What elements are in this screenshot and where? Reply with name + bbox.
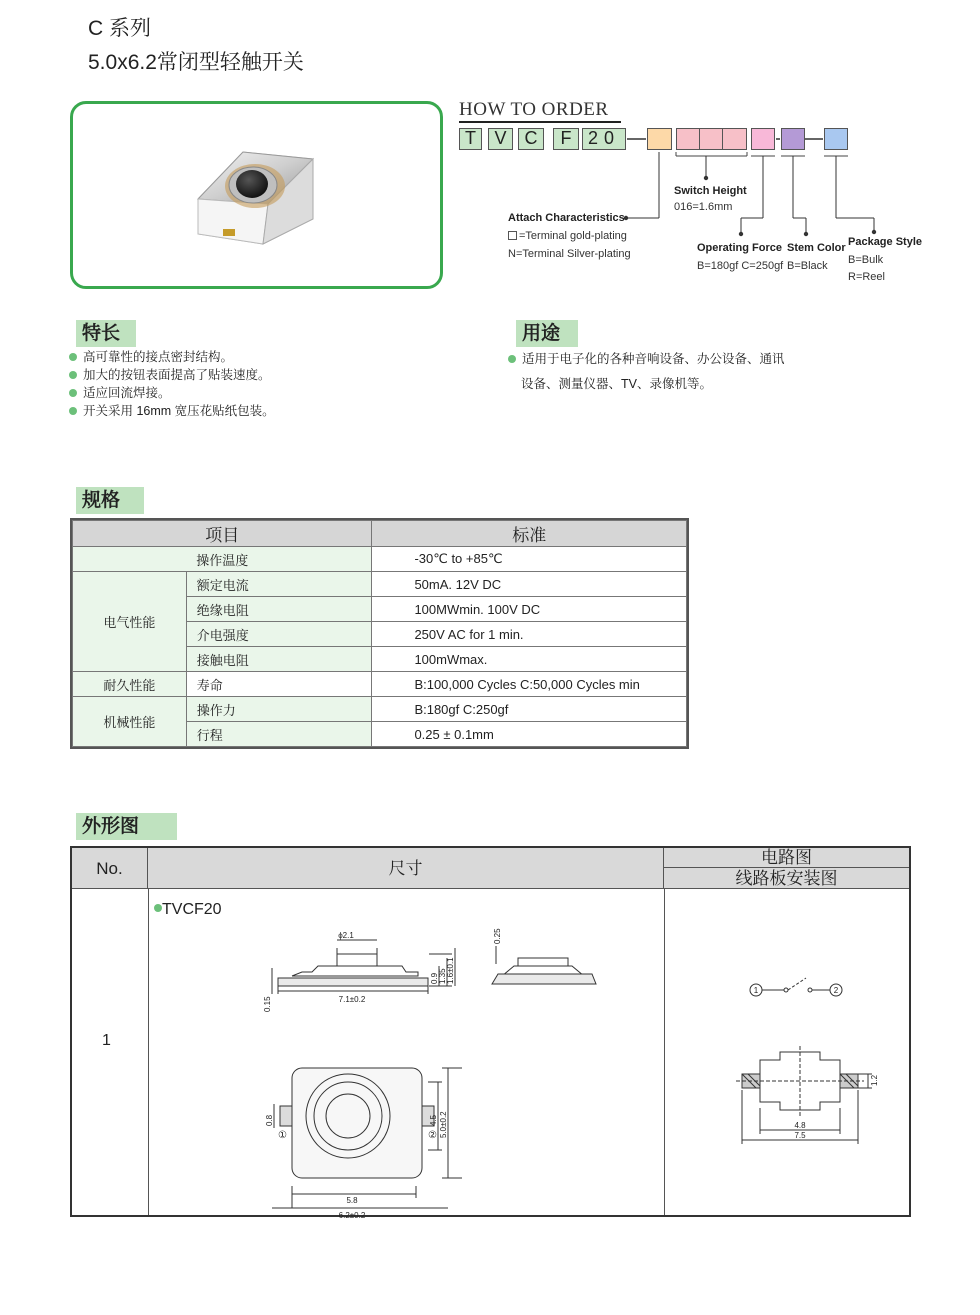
dim-text: 5.0±0.2 — [439, 1111, 448, 1138]
spec-label: 绝缘电阻 — [186, 597, 372, 622]
spec-value: 250V AC for 1 min. — [372, 622, 687, 647]
spec-value: 100mWmax. — [372, 647, 687, 672]
outline-col-pcb: 线路板安装图 — [664, 868, 909, 889]
specs-tag: 规格 — [76, 487, 144, 514]
dim-text: ϕ2.1 — [338, 931, 354, 940]
package-style-bulk: B=Bulk — [848, 254, 884, 266]
spec-label: 额定电流 — [186, 572, 372, 597]
column-divider — [664, 889, 665, 1215]
package-style-reel: R=Reel — [848, 271, 885, 283]
feature-item: 高可靠性的接点密封结构。 — [69, 348, 275, 366]
pcb-dim: 1.2 — [870, 1074, 879, 1086]
attach-silver: N=Terminal Silver-plating — [508, 248, 631, 260]
spec-col-item: 项目 — [73, 521, 372, 547]
code-t: T — [459, 128, 482, 150]
feature-item: 开关采用 16mm 宽压花贴纸包装。 — [69, 402, 275, 420]
spec-table-frame — [70, 518, 689, 749]
dim-text: 6.2±0.2 — [338, 1211, 366, 1220]
product-title: 5.0x6.2常闭型轻触开关 — [88, 51, 304, 74]
table-row — [73, 572, 687, 597]
dim-text: 7.1±0.2 — [338, 995, 366, 1004]
operating-force-value: B=180gf C=250gf — [697, 260, 784, 272]
feature-item: 加大的按钮表面提高了贴装速度。 — [69, 366, 275, 384]
dim-text: 0.9 — [430, 972, 439, 984]
empty-checkbox-icon — [508, 231, 517, 240]
circuit-pin-1: 1 — [753, 986, 759, 995]
spec-value: 0.25 ± 0.1mm — [372, 722, 687, 747]
code-20: 20 — [582, 128, 626, 150]
application-line-2: 设备、测量仪器、TV、录像机等。 — [521, 377, 712, 391]
pin-2-label: ② — [428, 1130, 437, 1141]
column-divider — [148, 889, 149, 1215]
outline-col-circuit: 电路图 — [664, 848, 909, 868]
package-style-heading: Package Style — [848, 236, 922, 248]
operating-force-heading: Operating Force — [697, 242, 782, 254]
model-label: TVCF20 — [154, 901, 222, 919]
spec-value: -30℃ to +85℃ — [372, 547, 687, 572]
spec-group: 电气性能 — [73, 572, 187, 672]
spec-group: 机械性能 — [73, 697, 187, 747]
switch-height-heading: Switch Height — [674, 185, 747, 197]
switch-photo — [73, 104, 440, 286]
spec-label: 行程 — [186, 722, 372, 747]
attach-heading: Attach Characteristics — [508, 212, 625, 224]
features-tag: 特长 — [76, 320, 136, 347]
features-list — [69, 348, 275, 420]
outline-row-no: 1 — [102, 1032, 111, 1049]
table-row — [73, 672, 687, 697]
dimension-drawing — [252, 918, 662, 1220]
bullet-icon — [154, 904, 162, 912]
spec-label: 寿命 — [186, 672, 372, 697]
dim-text: 0.8 — [265, 1114, 274, 1126]
how-to-order-title: HOW TO ORDER — [459, 99, 609, 120]
outline-col-no: No. — [72, 848, 148, 889]
dim-text: 0.25 — [493, 928, 502, 944]
spec-label: 操作温度 — [73, 547, 372, 572]
pin-1-label: ① — [278, 1130, 287, 1141]
pcb-dim: 4.8 — [794, 1121, 806, 1130]
stem-color-heading: Stem Color — [787, 242, 846, 254]
outline-table — [70, 846, 911, 1220]
outline-col-dim: 尺寸 — [148, 848, 664, 889]
pcb-dim: 7.5 — [794, 1131, 806, 1140]
attach-gold: =Terminal gold-plating — [508, 230, 627, 242]
circuit-pin-2: 2 — [833, 986, 839, 995]
stem-color-value: B=Black — [787, 260, 828, 272]
dim-text: 1.6±0.1 — [446, 957, 455, 984]
spec-label: 接触电阻 — [186, 647, 372, 672]
outline-tag: 外形图 — [76, 813, 177, 840]
circuit-and-pcb-drawing — [672, 948, 902, 1208]
feature-item: 适应回流焊接。 — [69, 384, 275, 402]
dim-text: 5.8 — [346, 1196, 358, 1205]
applications-list — [508, 350, 785, 373]
spec-label: 介电强度 — [186, 622, 372, 647]
code-f: F — [553, 128, 579, 150]
spec-table — [72, 520, 687, 747]
code-v: V — [488, 128, 513, 150]
spec-col-standard: 标准 — [372, 521, 687, 547]
application-line: 适用于电子化的各种音响设备、办公设备、通讯 — [508, 350, 785, 373]
product-photo-frame — [70, 101, 443, 289]
table-row — [73, 547, 687, 572]
spec-label: 操作力 — [186, 697, 372, 722]
spec-value: 50mA. 12V DC — [372, 572, 687, 597]
dim-text: 0.15 — [263, 996, 272, 1012]
table-row — [73, 697, 687, 722]
switch-height-value: 016=1.6mm — [674, 201, 733, 213]
spec-value: B:100,000 Cycles C:50,000 Cycles min — [372, 672, 687, 697]
spec-value: 100MWmin. 100V DC — [372, 597, 687, 622]
spec-value: B:180gf C:250gf — [372, 697, 687, 722]
spec-group: 耐久性能 — [73, 672, 187, 697]
series-title: C 系列 — [88, 17, 151, 40]
code-c: C — [518, 128, 544, 150]
dim-text: 4.5 — [429, 1114, 438, 1126]
applications-tag: 用途 — [516, 320, 578, 347]
dim-text: 1.35 — [438, 968, 447, 984]
